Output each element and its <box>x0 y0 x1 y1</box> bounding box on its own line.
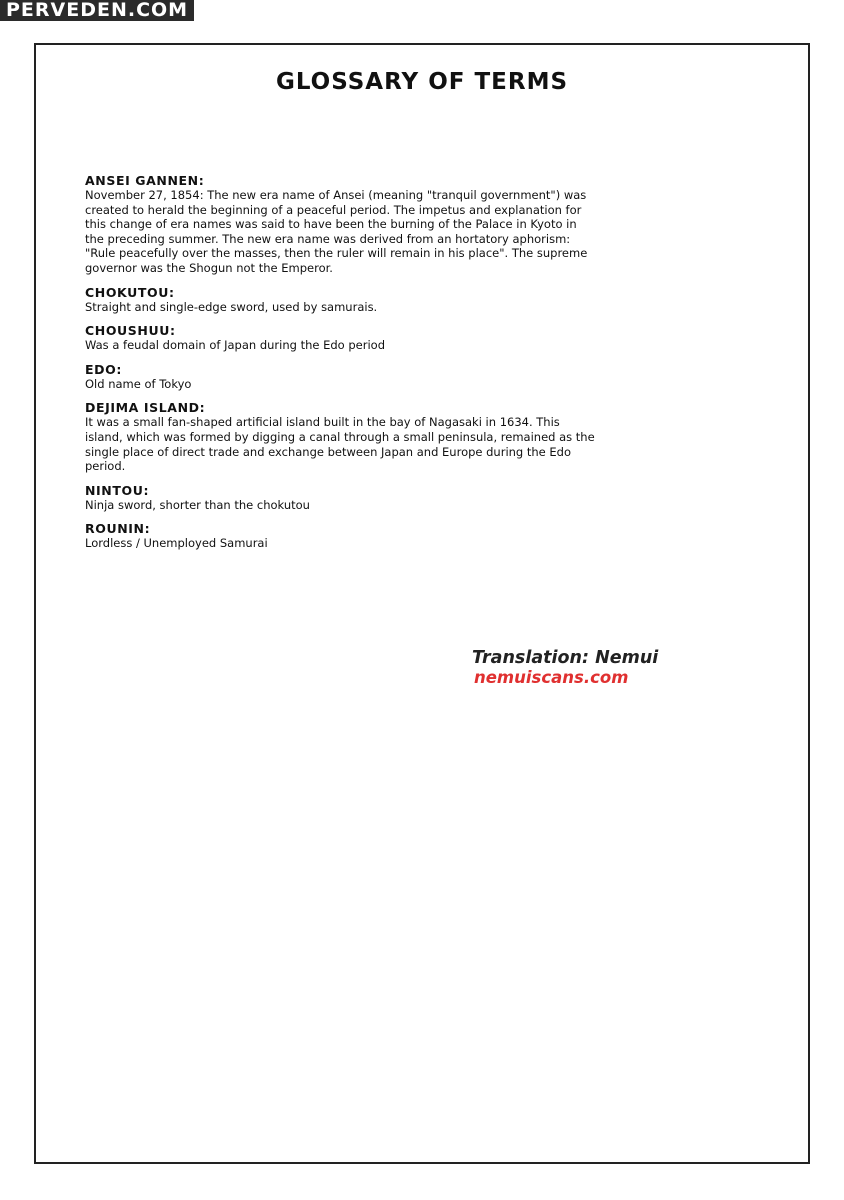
glossary-term: ANSEI GANNEN: <box>85 173 205 188</box>
glossary-entry-chokutou <box>85 285 665 315</box>
glossary-entry-ansei-gannen <box>85 173 665 276</box>
glossary-definition: Lordless / Unemployed Samurai <box>85 536 268 551</box>
credits <box>472 648 658 688</box>
glossary-definition: Straight and single-edge sword, used by samurais. <box>85 299 378 314</box>
glossary-entry-rounin <box>85 521 665 551</box>
glossary-entry-nintou <box>85 483 665 513</box>
glossary-entry-dejima-island <box>85 400 665 473</box>
glossary-term: CHOKUTOU: <box>85 284 175 300</box>
glossary-term: EDO: <box>85 361 122 377</box>
glossary-definition: Ninja sword, shorter than the chokutou <box>85 497 310 512</box>
watermark: PERVEDEN.COM <box>0 0 194 21</box>
glossary-entry-edo <box>85 362 665 392</box>
glossary-entry-choushuu <box>85 323 665 353</box>
glossary-definition: Was a feudal domain of Japan during the Edo period <box>85 338 386 353</box>
glossary-definition: Old name of Tokyo <box>85 376 192 391</box>
glossary-definition: November 27, 1854: The new era name of Ansei (meaning "tranquil government") was created to herald the beginning of a peaceful period. The impetus and explanation for this change of era names was said to have been the burning of the Palace in Kyoto in the preceding summer. The new era name was derived from an hortatory aphorism: "Rule peacefully over the masses, then the ruler will remain in his place". The supreme governor was the Shogun not the Emperor. <box>85 188 588 275</box>
glossary-term: ROUNIN: <box>85 521 151 537</box>
glossary-term: CHOUSHUU: <box>85 323 176 339</box>
page-title: GLOSSARY OF TERMS <box>275 69 569 95</box>
glossary-list <box>85 173 665 560</box>
page-frame <box>34 43 810 1164</box>
site-credit: nemuiscans.com <box>474 668 629 687</box>
glossary-term: NINTOU: <box>85 482 150 498</box>
glossary-term: DEJIMA ISLAND: <box>85 400 206 416</box>
glossary-definition: It was a small fan-shaped artificial island built in the bay of Nagasaki in 1634. This island, which was formed by digging a canal through a small peninsula, remained as the single place of direct trade and exchange between Japan and Europe during the Edo period. <box>85 415 595 474</box>
translation-credit: Translation: Nemui <box>472 648 659 668</box>
